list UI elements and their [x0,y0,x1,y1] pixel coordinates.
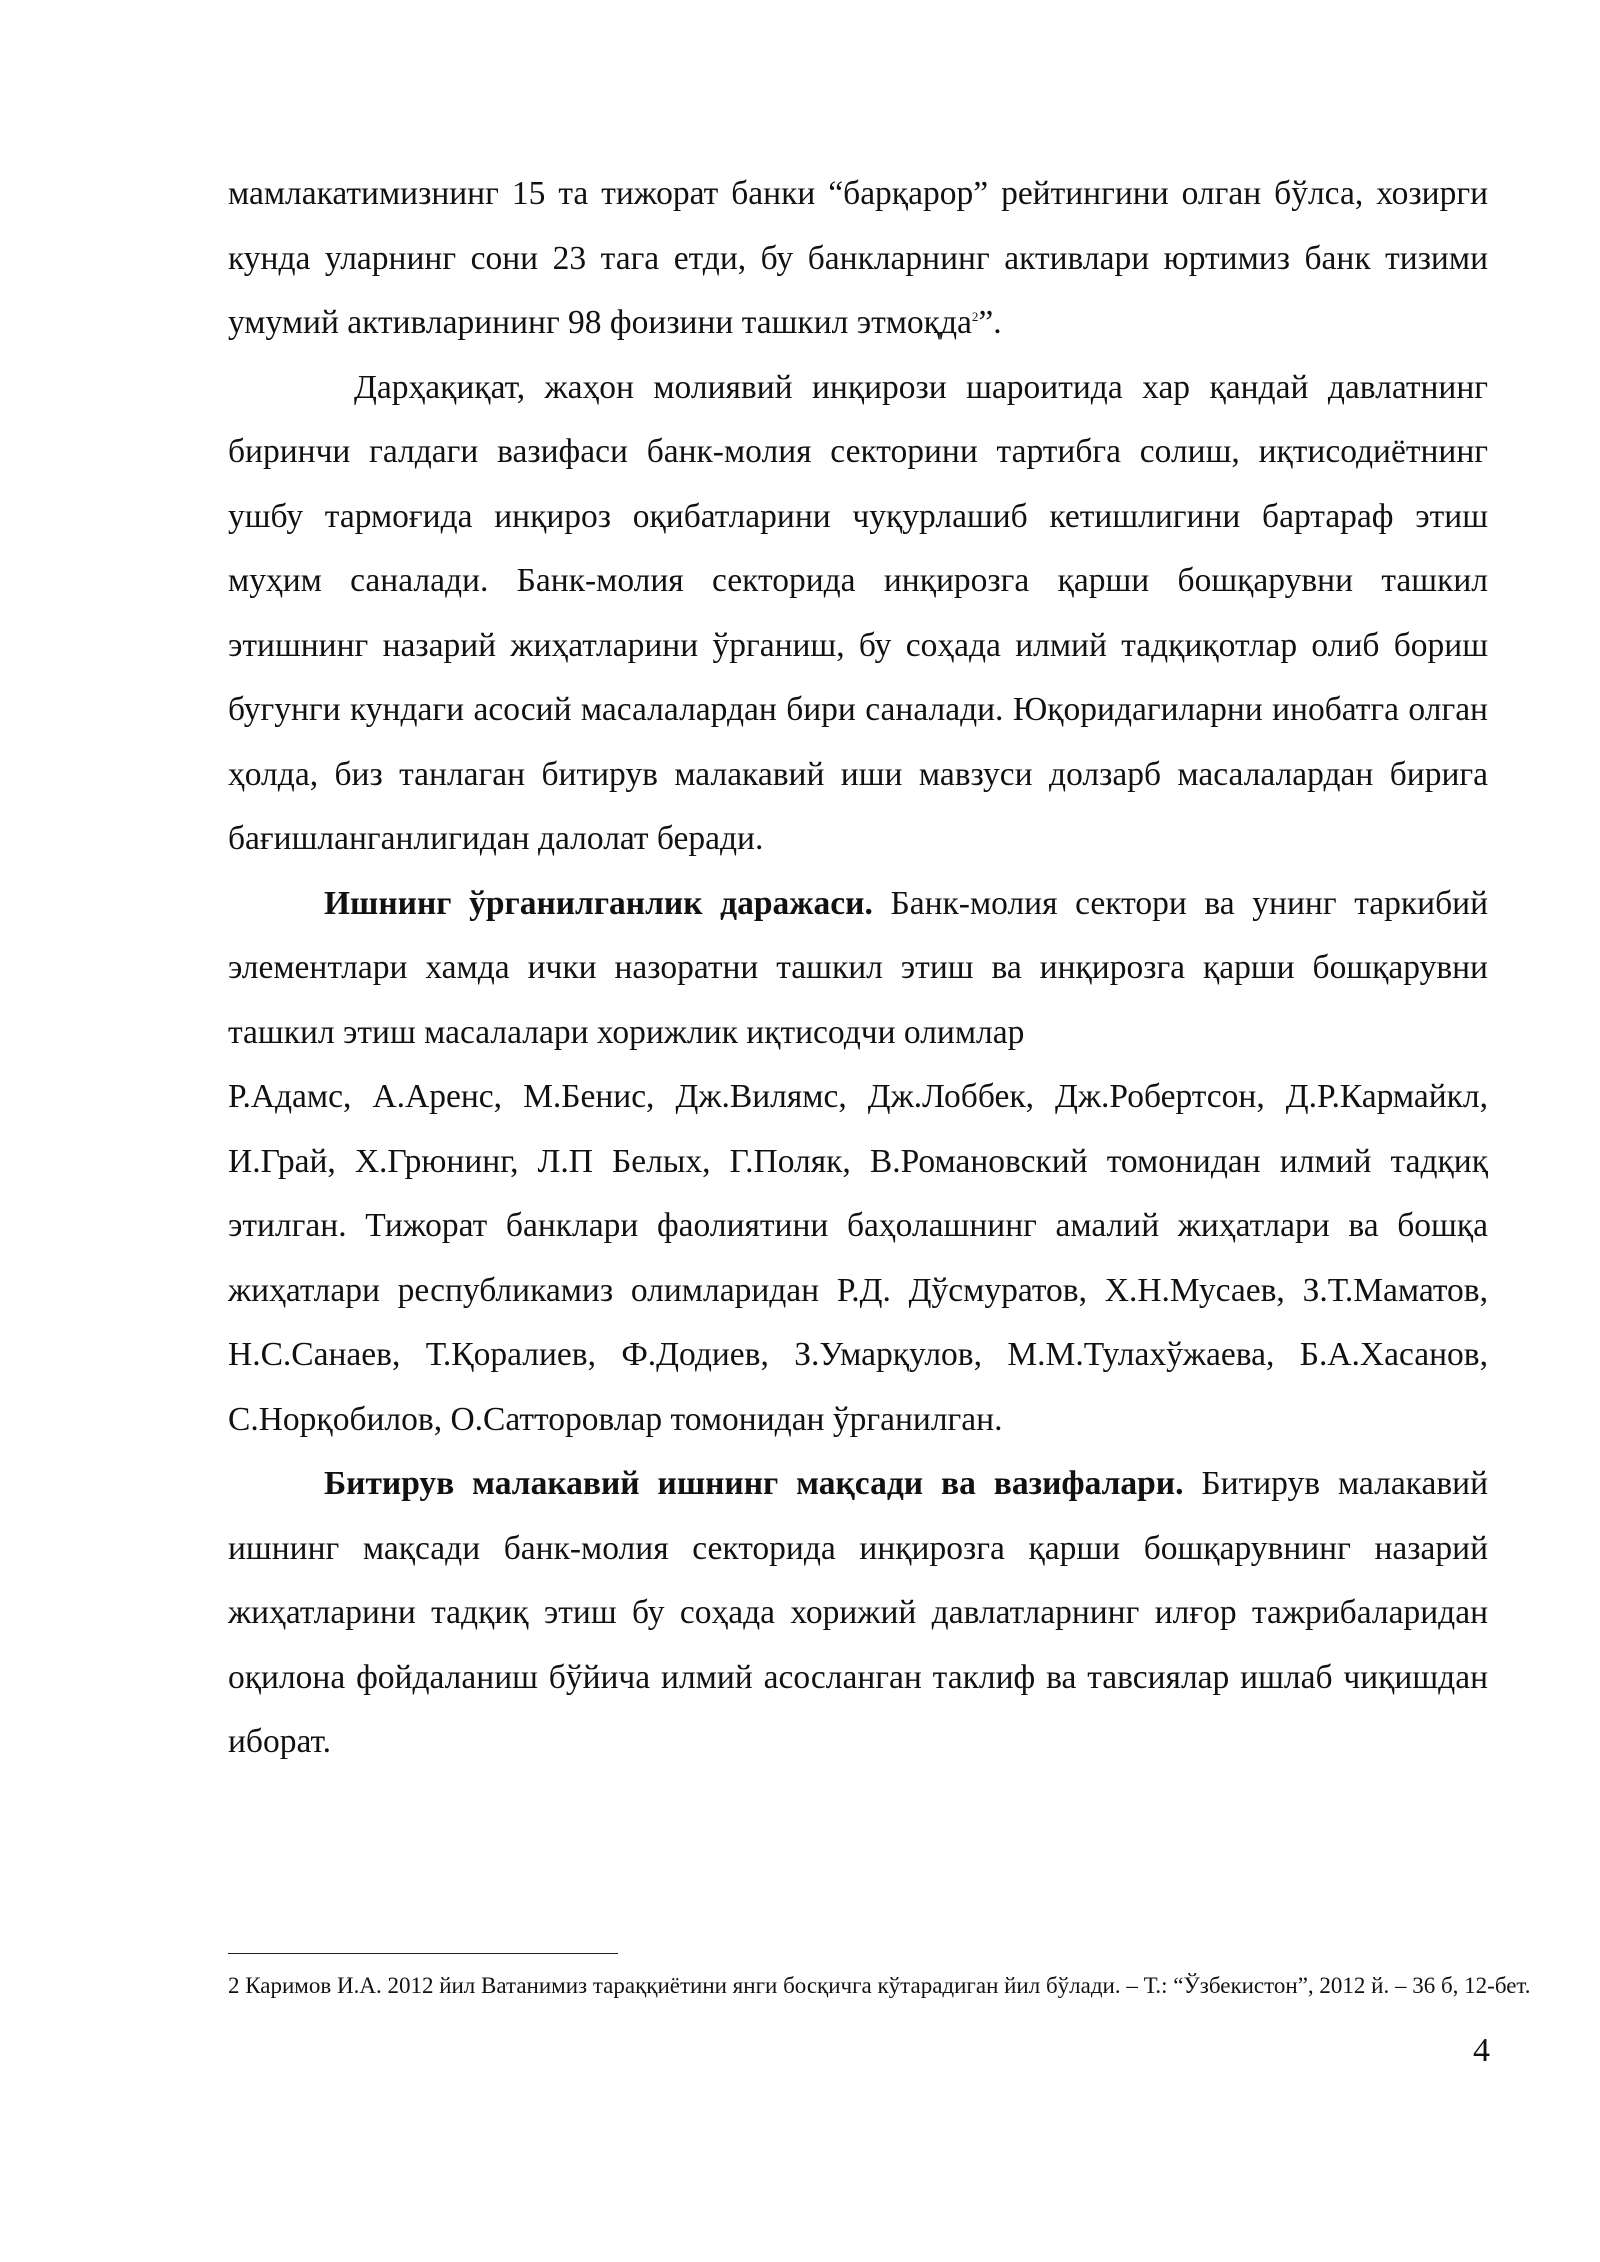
footnote-reference: 2 [971,308,979,324]
paragraph-text: Битирув малакавий ишнинг мақсади банк-молия секторида инқирозга қарши бошқарувнинг назарий жиҳатларини тадқиқ этиш бу соҳада хорижий давлатларнинг илғор тажрибаларидан оқилона фойдаланиш бўйича илмий асосланган таклиф ва тавсиялар ишлаб чиқишдан иборат. [228,1465,1488,1760]
paragraph-relevance [228,356,1488,872]
paragraph-text: Банк-молия сектори ва унинг таркибий элементлари хамда ички назоратни ташкил этиш ва инқирозга қарши бошқарувни ташкил этиш масалалари хорижлик иқтисодчи олимлар [228,884,1488,1051]
paragraph-scholars [228,1065,1488,1452]
footnote: 2 Каримов И.А. 2012 йил Ватанимиз тараққиётини янги босқичга кўтарадиган йил бўлади. – Т.: “Ўзбекистон”, 2012 й. – 36 б, 12-бет. [228,1973,1531,1998]
section-heading: Битирув малакавий ишнинг мақсади ва вазифалари. [324,1465,1184,1502]
page-number: 4 [1473,2032,1490,2069]
paragraph-goals [228,1452,1488,1775]
paragraph-tail: ”. [978,304,1002,341]
footnote-separator [228,1953,618,1954]
paragraph-text: Дарҳақиқат, жаҳон молиявий инқирози шароитида хар қандай давлатнинг биринчи галдаги вазифаси банк-молия секторини тартибга солиш, иқтисодиётнинг ушбу тармоғида инқироз оқибатларини чуқурлашиб кетишлигини бартараф этиш муҳим саналади. Банк-молия секторида инқирозга қарши бошқарувни ташкил этишнинг назарий жиҳатларини ўрганиш, бу соҳада илмий тадқиқотлар олиб бориш бугунги кундаги асосий масалалардан бири саналади. Юқоридагиларни инобатга олган ҳолда, биз танлаган битирув малакавий иши мавзуси долзарб масалалардан бирига бағишланганлигидан далолат беради. [228,368,1488,857]
body-text [228,162,1488,1775]
paragraph-text: мамлакатимизнинг 15 та тижорат банки “барқарор” рейтингини олган бўлса, хозирги кунда уларнинг сони 23 тага етди, бу банкларнинг активлари юртимиз банк тизими умумий активларининг 98 фоизини ташкил этмоқда [228,175,1488,341]
paragraph-text: Р.Адамс, А.Аренс, М.Бенис, Дж.Вилямс, Дж.Лоббек, Дж.Робертсон, Д.Р.Кармайкл, И.Грай, Х.Грюнинг, Л.П Белых, Г.Поляк, В.Романовский томонидан илмий тадқиқ этилган. Тижорат банклари фаолиятини баҳолашнинг амалий жиҳатлари ва бошқа жиҳатлари республикамиз олимларидан Р.Д. Дўсмуратов, Х.Н.Мусаев, З.Т.Маматов, Н.С.Санаев, Т.Қоралиев, Ф.Додиев, З.Умарқулов, М.М.Тулахўжаева, Б.А.Хасанов, С.Норқобилов, О.Сатторовлар томонидан ўрганилган. [228,1078,1488,1438]
paragraph-continuation [228,162,1488,356]
section-heading: Ишнинг ўрганилганлик даражаси. [324,884,873,922]
paragraph-study-degree [228,872,1488,1066]
